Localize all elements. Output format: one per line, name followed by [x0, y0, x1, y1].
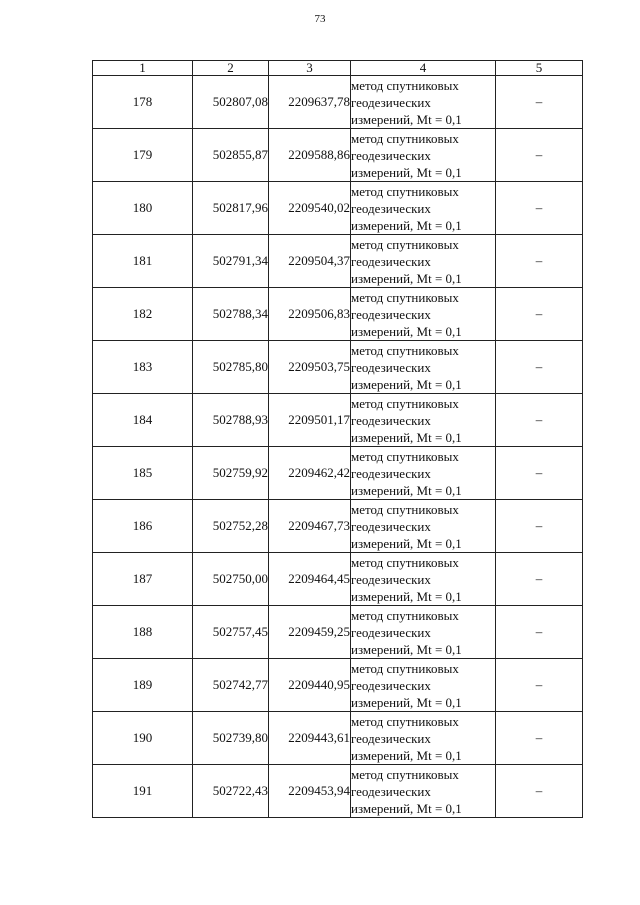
page-number: 73 — [314, 13, 326, 25]
table-row — [93, 76, 583, 129]
note-cell: – — [496, 659, 583, 712]
y-coordinate-cell: 2209440,95 — [269, 659, 351, 712]
method-line: измерений, Mt = 0,1 — [351, 694, 462, 710]
x-coordinate-cell: 502739,80 — [193, 712, 269, 765]
method-line: метод спутниковых — [351, 554, 459, 570]
point-number-cell: 186 — [93, 500, 193, 553]
point-number-cell: 185 — [93, 447, 193, 500]
x-coordinate-cell: 502742,77 — [193, 659, 269, 712]
note-cell: – — [496, 288, 583, 341]
table-row — [93, 129, 583, 182]
method-line: метод спутниковых — [351, 607, 459, 623]
point-number-cell: 182 — [93, 288, 193, 341]
note-cell: – — [496, 500, 583, 553]
note-cell: – — [496, 76, 583, 129]
method-cell — [351, 76, 496, 129]
table-row — [93, 394, 583, 447]
point-number-cell: 184 — [93, 394, 193, 447]
y-coordinate-cell: 2209464,45 — [269, 553, 351, 606]
note-cell: – — [496, 606, 583, 659]
method-line: измерений, Mt = 0,1 — [351, 429, 462, 445]
y-coordinate-cell: 2209453,94 — [269, 765, 351, 818]
table-row — [93, 288, 583, 341]
method-line: метод спутниковых — [351, 395, 459, 411]
method-line: измерений, Mt = 0,1 — [351, 270, 462, 286]
y-coordinate-cell: 2209588,86 — [269, 129, 351, 182]
method-line: метод спутниковых — [351, 77, 459, 93]
point-number-cell: 191 — [93, 765, 193, 818]
table-row — [93, 182, 583, 235]
note-cell: – — [496, 765, 583, 818]
method-line: метод спутниковых — [351, 448, 459, 464]
method-line: измерений, Mt = 0,1 — [351, 641, 462, 657]
method-line: измерений, Mt = 0,1 — [351, 164, 462, 180]
table-row — [93, 553, 583, 606]
x-coordinate-cell: 502722,43 — [193, 765, 269, 818]
y-coordinate-cell: 2209540,02 — [269, 182, 351, 235]
method-line: геодезических — [351, 677, 431, 693]
table-row — [93, 712, 583, 765]
header-col-1: 1 — [93, 61, 193, 76]
method-cell — [351, 659, 496, 712]
point-number-cell: 188 — [93, 606, 193, 659]
method-line: измерений, Mt = 0,1 — [351, 482, 462, 498]
method-cell — [351, 341, 496, 394]
note-cell: – — [496, 394, 583, 447]
method-line: измерений, Mt = 0,1 — [351, 217, 462, 233]
method-line: геодезических — [351, 306, 431, 322]
method-line: метод спутниковых — [351, 289, 459, 305]
method-line: геодезических — [351, 359, 431, 375]
method-line: геодезических — [351, 200, 431, 216]
method-cell — [351, 712, 496, 765]
point-number-cell: 190 — [93, 712, 193, 765]
x-coordinate-cell: 502791,34 — [193, 235, 269, 288]
table-header-row — [93, 61, 583, 76]
point-number-cell: 180 — [93, 182, 193, 235]
table-row — [93, 341, 583, 394]
y-coordinate-cell: 2209467,73 — [269, 500, 351, 553]
method-line: метод спутниковых — [351, 342, 459, 358]
method-cell — [351, 235, 496, 288]
point-number-cell: 189 — [93, 659, 193, 712]
x-coordinate-cell: 502757,45 — [193, 606, 269, 659]
method-line: метод спутниковых — [351, 501, 459, 517]
method-cell — [351, 553, 496, 606]
x-coordinate-cell: 502788,93 — [193, 394, 269, 447]
method-line: измерений, Mt = 0,1 — [351, 111, 462, 127]
table-row — [93, 235, 583, 288]
y-coordinate-cell: 2209637,78 — [269, 76, 351, 129]
table-row — [93, 447, 583, 500]
method-cell — [351, 447, 496, 500]
method-cell — [351, 288, 496, 341]
method-line: геодезических — [351, 465, 431, 481]
table-row — [93, 500, 583, 553]
note-cell: – — [496, 182, 583, 235]
point-number-cell: 181 — [93, 235, 193, 288]
x-coordinate-cell: 502759,92 — [193, 447, 269, 500]
coordinates-table — [92, 60, 583, 818]
method-line: метод спутниковых — [351, 183, 459, 199]
x-coordinate-cell: 502750,00 — [193, 553, 269, 606]
method-line: геодезических — [351, 253, 431, 269]
method-line: измерений, Mt = 0,1 — [351, 800, 462, 816]
method-line: геодезических — [351, 730, 431, 746]
header-col-3: 3 — [269, 61, 351, 76]
method-cell — [351, 182, 496, 235]
header-col-5: 5 — [496, 61, 583, 76]
note-cell: – — [496, 235, 583, 288]
method-line: метод спутниковых — [351, 766, 459, 782]
header-col-2: 2 — [193, 61, 269, 76]
method-cell — [351, 500, 496, 553]
note-cell: – — [496, 553, 583, 606]
method-line: геодезических — [351, 94, 431, 110]
point-number-cell: 179 — [93, 129, 193, 182]
header-col-4: 4 — [351, 61, 496, 76]
note-cell: – — [496, 447, 583, 500]
y-coordinate-cell: 2209443,61 — [269, 712, 351, 765]
point-number-cell: 183 — [93, 341, 193, 394]
method-line: измерений, Mt = 0,1 — [351, 747, 462, 763]
y-coordinate-cell: 2209504,37 — [269, 235, 351, 288]
note-cell: – — [496, 712, 583, 765]
method-line: геодезических — [351, 147, 431, 163]
x-coordinate-cell: 502807,08 — [193, 76, 269, 129]
table-row — [93, 659, 583, 712]
note-cell: – — [496, 129, 583, 182]
method-cell — [351, 394, 496, 447]
x-coordinate-cell: 502785,80 — [193, 341, 269, 394]
point-number-cell: 178 — [93, 76, 193, 129]
method-line: метод спутниковых — [351, 660, 459, 676]
method-line: измерений, Mt = 0,1 — [351, 535, 462, 551]
x-coordinate-cell: 502855,87 — [193, 129, 269, 182]
table-row — [93, 606, 583, 659]
y-coordinate-cell: 2209459,25 — [269, 606, 351, 659]
y-coordinate-cell: 2209462,42 — [269, 447, 351, 500]
method-cell — [351, 765, 496, 818]
method-line: измерений, Mt = 0,1 — [351, 323, 462, 339]
method-line: геодезических — [351, 518, 431, 534]
method-line: геодезических — [351, 571, 431, 587]
y-coordinate-cell: 2209501,17 — [269, 394, 351, 447]
method-line: геодезических — [351, 412, 431, 428]
table-row — [93, 765, 583, 818]
x-coordinate-cell: 502752,28 — [193, 500, 269, 553]
note-cell: – — [496, 341, 583, 394]
method-line: геодезических — [351, 783, 431, 799]
method-line: измерений, Mt = 0,1 — [351, 376, 462, 392]
method-line: метод спутниковых — [351, 236, 459, 252]
method-line: метод спутниковых — [351, 130, 459, 146]
point-number-cell: 187 — [93, 553, 193, 606]
method-line: измерений, Mt = 0,1 — [351, 588, 462, 604]
x-coordinate-cell: 502817,96 — [193, 182, 269, 235]
x-coordinate-cell: 502788,34 — [193, 288, 269, 341]
y-coordinate-cell: 2209503,75 — [269, 341, 351, 394]
method-cell — [351, 129, 496, 182]
method-cell — [351, 606, 496, 659]
method-line: метод спутниковых — [351, 713, 459, 729]
method-line: геодезических — [351, 624, 431, 640]
y-coordinate-cell: 2209506,83 — [269, 288, 351, 341]
